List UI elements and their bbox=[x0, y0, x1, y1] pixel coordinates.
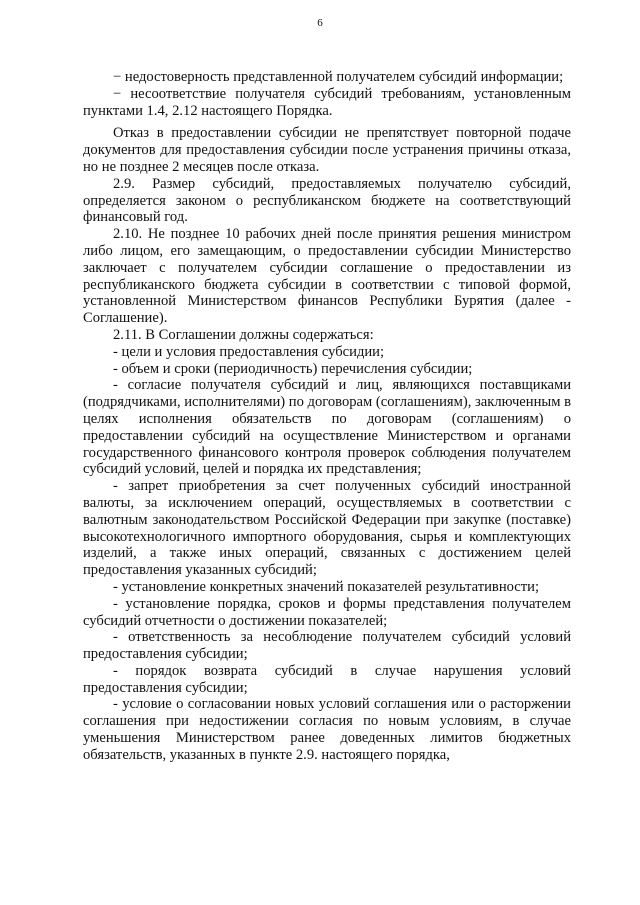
paragraph: 2.10. Не позднее 10 рабочих дней после принятия решения министром либо лицом, его замещающим, о предоставлении субсидии Министерство заключает с получателем субсидии соглашение о предоставлении из республиканского бюджета субсидии в соответствии с типовой формой, установленной Министерством финансов Республики Бурятия (далее - Соглашение). bbox=[83, 226, 571, 327]
paragraph: − недостоверность представленной получателем субсидий информации; bbox=[113, 69, 564, 85]
document-body bbox=[83, 69, 571, 764]
paragraph: - условие о согласовании новых условий соглашения или о расторжении соглашения при недостижении согласия по новым условиям, в случае уменьшения Министерством ранее доведенных лимитов бюджетных обязательств, указанных в пункте 2.9. настоящего порядка, bbox=[83, 696, 571, 763]
paragraph: 2.9. Размер субсидий, предоставляемых получателю субсидий, определяется законом о республиканском бюджете на соответствующий финансовый год. bbox=[83, 175, 571, 226]
paragraph: − несоответствие получателя субсидий требованиям, установленным пунктами 1.4, 2.12 настоящего Порядка. bbox=[83, 85, 571, 119]
paragraph: - установление порядка, сроков и формы представления получателем субсидий отчетности о достижении показателей; bbox=[83, 595, 571, 629]
paragraph: - установление конкретных значений показателей результативности; bbox=[113, 578, 540, 595]
paragraph: - объем и сроки (периодичность) перечисления субсидии; bbox=[113, 360, 473, 377]
paragraph: - порядок возврата субсидий в случае нарушения условий предоставления субсидии; bbox=[83, 662, 571, 696]
paragraph: - согласие получателя субсидий и лиц, являющихся поставщиками (подрядчиками, исполнителями) по договорам (соглашениям), заключенным в целях исполнения обязательств по договорам (соглашениям) о предоставлении субсидий на осуществление Министерством и органами государственного финансового контроля проверок соблюдения получателем субсидий условий, целей и порядка их представления; bbox=[83, 377, 571, 478]
paragraph: - цели и условия предоставления субсидии; bbox=[113, 343, 385, 360]
paragraph: Отказ в предоставлении субсидии не препятствует повторной подаче документов для предоставления субсидии после устранения причины отказа, но не позднее 2 месяцев после отказа. bbox=[83, 125, 571, 175]
paragraph: - ответственность за несоблюдение получателем субсидий условий предоставления субсидии; bbox=[83, 629, 571, 663]
page-number: 6 bbox=[317, 17, 323, 29]
paragraph: 2.11. В Соглашении должны содержаться: bbox=[113, 326, 374, 343]
paragraph: - запрет приобретения за счет полученных субсидий иностранной валюты, за исключением операций, осуществляемых в соответствии с валютным законодательством Российской Федерации при закупке (поставке) высокотехнологичного импортного оборудования, сырья и комплектующих изделий, а также иных операций, связанных с достижением целей предоставления указанных субсидий; bbox=[83, 478, 571, 579]
